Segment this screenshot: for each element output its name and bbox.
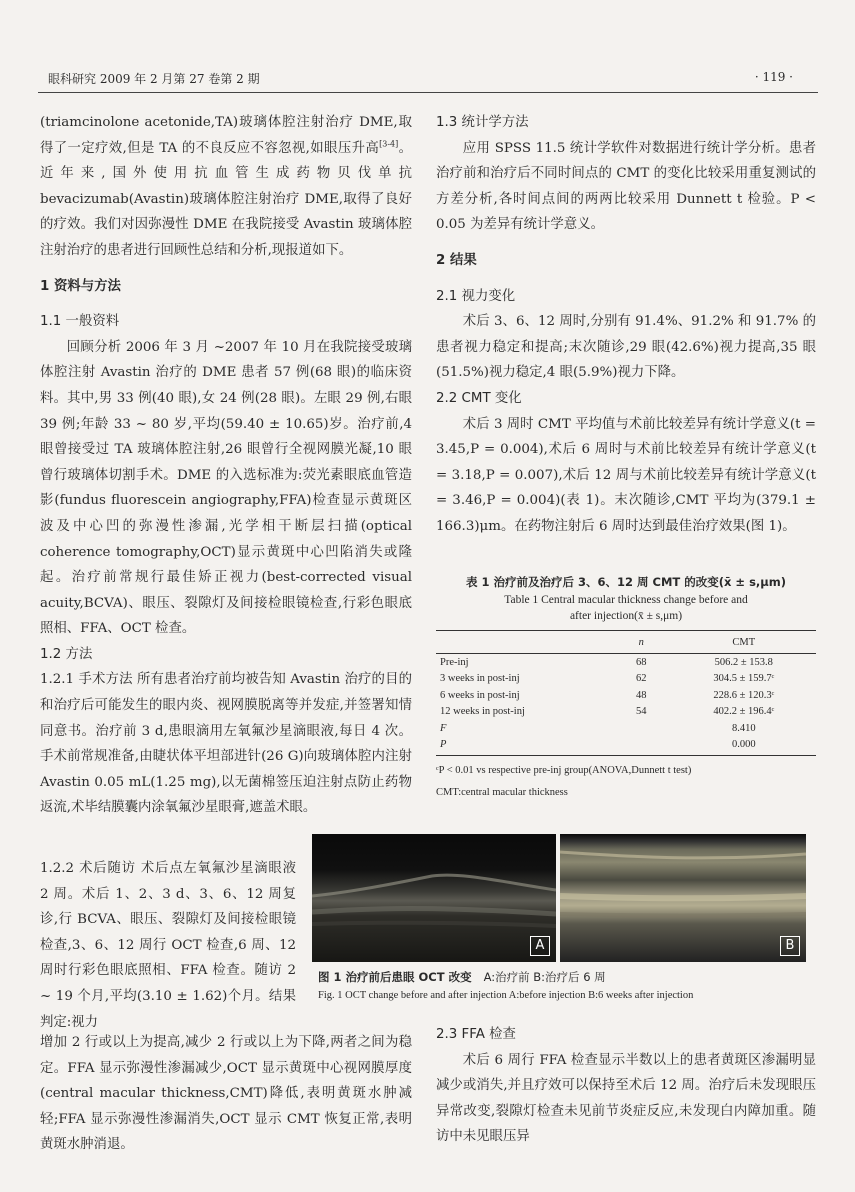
oct-image-after [560, 834, 806, 962]
subsection-heading: 1.3 统计学方法 [436, 115, 529, 130]
table-abbrev-note: CMT:central macular thickness [436, 787, 568, 798]
table-row: Pre-inj 68 506.2 ± 153.8 [440, 656, 773, 668]
subsection-heading: 1.1 一般资料 [40, 314, 120, 330]
figure-panel-label-b: B [780, 936, 800, 956]
figure-caption-title: 图 1 治疗前后患眼 OCT 改变 [318, 970, 472, 984]
right-column-bottom [436, 1022, 816, 1150]
body-paragraph: 增加 2 行或以上为提高,减少 2 行或以上为下降,两者之间为稳定。FFA 显示弥漫性渗漏减少,OCT 显示黄斑中心视网膜厚度(central macular thickness,CMT)降低,表明黄斑水肿减轻;FFA 显示弥漫性渗漏消失,OCT 显示 CMT 恢复正常,表明黄斑水肿消退。 [40, 1035, 412, 1153]
table-note: ᶜP < 0.01 vs respective pre-inj group(ANOVA,Dunnett t test) [436, 765, 692, 776]
left-column-narrow [40, 856, 296, 1035]
column-header-n: n [638, 636, 644, 648]
section-heading: 2 结果 [436, 252, 477, 268]
body-paragraph: 术后 6 周行 FFA 检查显示半数以上的患者黄斑区渗漏明显减少或消失,并且疗效可以保持至术后 12 周。治疗后未发现眼压异常改变,裂隙灯检查未见前节炎症反应,未发现白内障加重。随访中未见眼压异 [436, 1052, 816, 1145]
oct-image-before [312, 834, 556, 962]
cmt-table [436, 631, 816, 753]
table-row: P 0.000 [440, 739, 756, 751]
subsection-heading: 2.3 FFA 检查 [436, 1027, 516, 1042]
section-heading: 1 资料与方法 [40, 278, 121, 294]
body-paragraph: 1.2.2 术后随访 术后点左氧氟沙星滴眼液 2 周。术后 1、2、3 d、3、6、12 周复诊,行 BCVA、眼压、裂隙灯及间接检眼镜检查,3、6、12 周行 OCT 检查,6 周、12 周时行彩色眼底照相、FFA 检查。随访 2 ~ 19 个月,平均(3.10 ± 1.62)个月。结果判定:视力 [40, 861, 296, 1030]
oct-scan-a [312, 834, 556, 962]
table-rule-bottom [436, 755, 816, 756]
table-1 [436, 574, 816, 804]
table-title-en: Table 1 Central macular thickness change before and after injection(x̄ ± s,μm) [504, 594, 748, 622]
table-row: F 8.410 [440, 722, 756, 734]
figure-caption-detail: A:治疗前 B:治疗后 6 周 [483, 970, 606, 984]
left-column-bottom [40, 1030, 412, 1158]
table-header-row [436, 631, 816, 653]
left-column [40, 110, 412, 821]
right-column [436, 110, 816, 540]
table-row: 12 weeks in post-inj 54 402.2 ± 196.4ᶜ [440, 706, 775, 718]
intro-paragraph: (triamcinolone acetonide,TA)玻璃体腔注射治疗 DME,取得了一定疗效,但是 TA 的不良反应不容忽视,如眼压升高[3-4]。近年来,国外使用抗血管生成药物贝伐单抗 bevacizumab(Avastin)玻璃体腔注射治疗 DME,取得了良好的疗效。我们对因弥漫性 DME 在我院接受 Avastin 玻璃体腔注射治疗的患者进行回顾性总结和分析,现报道如下。 [40, 115, 412, 258]
page-number: · 119 · [754, 70, 793, 84]
body-paragraph: 回顾分析 2006 年 3 月 ~2007 年 10 月在我院接受玻璃体腔注射 Avastin 治疗的 DME 患者 57 例(68 眼)的临床资料。其中,男 33 例(40 眼),女 24 例(28 眼)。左眼 29 例,右眼 39 例;年龄 33 ~ 80 岁,平均(59.40 ± 10.65)岁。治疗前,4 眼曾接受过 TA 玻璃体腔注射,26 眼曾行全视网膜光凝,10 眼曾行玻璃体切割手术。DME 的入选标准为:荧光素眼底血管造影(fundus fluorescein angiography,FFA)检查显示黄斑区波及中心凹的弥漫性渗漏,光学相干断层扫描(optical coherence tomography,OCT)显示黄斑中心凹陷消失或隆起。治疗前常规行最佳矫正视力(best-corrected visual acuity,BCVA)、眼压、裂隙灯及间接检眼镜检查,行彩色眼底照相、FFA、OCT 检查。 [40, 339, 412, 637]
body-paragraph: 应用 SPSS 11.5 统计学软件对数据进行统计学分析。患者治疗前和治疗后不同时间点的 CMT 的变化比较采用重复测试的方差分析,各时间点间的两两比较采用 Dunnett t 检验。P < 0.05 为差异有统计学意义。 [436, 140, 816, 233]
body-paragraph: 1.2.1 手术方法 所有患者治疗前均被告知 Avastin 治疗的目的和治疗后可能发生的眼内炎、视网膜脱离等并发症,并签署知情同意书。治疗前 3 d,患眼滴用左氧氟沙星滴眼液,每日 4 次。手术前常规准备,由睫状体平坦部进针(26 G)向玻璃体腔内注射 Avastin 0.05 mL(1.25 mg),以无菌棉签压迫注射点防止药物返流,术毕结膜囊内涂氧氟沙星眼膏,遮盖术眼。 [40, 672, 412, 816]
body-paragraph: 术后 3 周时 CMT 平均值与术前比较差异有统计学意义(t = 3.45,P = 0.004),术后 6 周时与术前比较差异有统计学意义(t = 3.18,P = 0.007),术后 12 周与术前比较差异有统计学意义(t = 3.46,P = 0.004)(表 1)。末次随诊,CMT 平均为(379.1 ± 166.3)μm。在药物注射后 6 周时达到最佳治疗效果(图 1)。 [436, 416, 816, 534]
oct-scan-b [560, 834, 806, 962]
subsection-heading: 2.2 CMT 变化 [436, 390, 522, 406]
running-header: 眼科研究 2009 年 2 月第 27 卷第 2 期 [48, 72, 260, 86]
column-header-cmt: CMT [732, 636, 756, 648]
body-paragraph: 术后 3、6、12 周时,分别有 91.4%、91.2% 和 91.7% 的患者视力稳定和提高;末次随诊,29 眼(42.6%)视力提高,35 眼(51.5%)视力稳定,4 眼(5.9%)视力下降。 [436, 314, 816, 381]
citation: [3-4] [379, 139, 399, 149]
table-title-cn: 表 1 治疗前及治疗后 3、6、12 周 CMT 的改变(x̄ ± s,μm) [466, 575, 786, 589]
header-rule [38, 92, 818, 93]
figure-panel-label-a: A [530, 936, 550, 956]
table-row: 3 weeks in post-inj 62 304.5 ± 159.7ᶜ [440, 673, 775, 685]
subsection-heading: 1.2 方法 [40, 646, 93, 662]
table-row: 6 weeks in post-inj 48 228.6 ± 120.3ᶜ [440, 689, 775, 701]
figure-caption-en: Fig. 1 OCT change before and after injection A:before injection B:6 weeks after injection [318, 990, 694, 1001]
subsection-heading: 2.1 视力变化 [436, 288, 516, 304]
figure-caption [318, 968, 818, 1006]
